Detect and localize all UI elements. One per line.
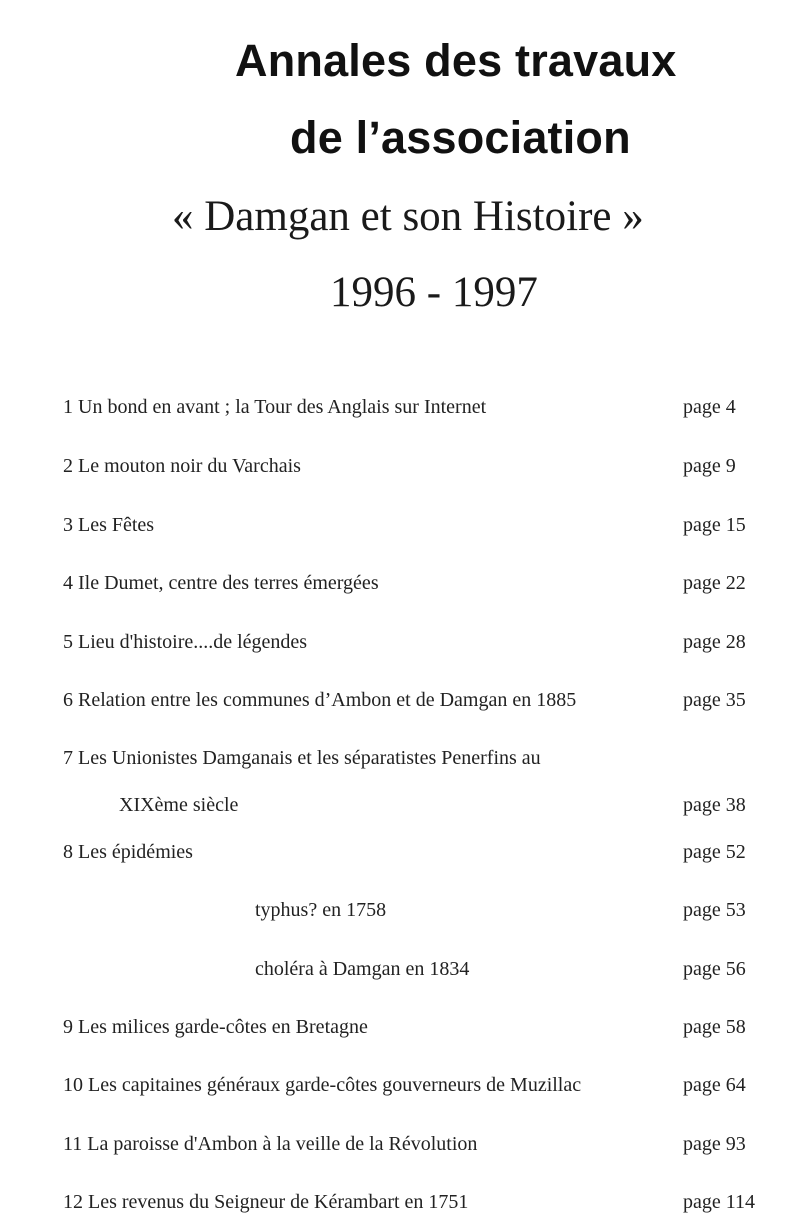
toc-entry-2-title: 2 Le mouton noir du Varchais <box>63 455 301 477</box>
toc-entry-5-title: 5 Lieu d'histoire....de légendes <box>63 631 308 653</box>
subtitle-years: 1996 - 1997 <box>330 269 538 316</box>
subtitle-association-name: « Damgan et son Histoire » <box>172 193 644 240</box>
toc-entry-7-page: page 38 <box>683 794 746 816</box>
toc-entry-12-title: 12 Les revenus du Seigneur de Kérambart en 1751 <box>63 1191 469 1213</box>
toc-entry-7-title: 7 Les Unionistes Damganais et les séparatistes Penerfins au <box>63 747 541 769</box>
toc-entry-5-page: page 28 <box>683 631 746 653</box>
toc-entry-8-page: page 52 <box>683 841 746 863</box>
toc-entry-3-page: page 15 <box>683 514 746 536</box>
toc-subentry-cholera-page: page 56 <box>683 958 746 980</box>
toc-entry-10-title: 10 Les capitaines généraux garde-côtes gouverneurs de Muzillac <box>63 1074 582 1096</box>
toc-entry-11-page: page 93 <box>683 1133 746 1155</box>
toc-entry-1-title: 1 Un bond en avant ; la Tour des Anglais sur Internet <box>63 396 487 418</box>
toc-entry-8-title: 8 Les épidémies <box>63 841 193 863</box>
toc-entry-10-page: page 64 <box>683 1074 746 1096</box>
toc-entry-9-title: 9 Les milices garde-côtes en Bretagne <box>63 1016 368 1038</box>
toc-entry-12-page: page 114 <box>683 1191 756 1213</box>
toc-entry-4-page: page 22 <box>683 572 746 594</box>
title-line-2: de l’association <box>290 112 631 163</box>
toc-entry-9-page: page 58 <box>683 1016 746 1038</box>
toc-entry-6-page: page 35 <box>683 689 746 711</box>
toc-entry-3-title: 3 Les Fêtes <box>63 514 155 536</box>
toc-entry-6-title: 6 Relation entre les communes d’Ambon et de Damgan en 1885 <box>63 689 577 711</box>
title-line-1: Annales des travaux <box>235 35 677 86</box>
toc-subentry-typhus-title: typhus? en 1758 <box>255 899 387 921</box>
toc-subentry-cholera-title: choléra à Damgan en 1834 <box>255 958 470 980</box>
toc-entry-11-title: 11 La paroisse d'Ambon à la veille de la Révolution <box>63 1133 478 1155</box>
toc-entry-4-title: 4 Ile Dumet, centre des terres émergées <box>63 572 379 594</box>
toc-entry-2-page: page 9 <box>683 455 736 477</box>
toc-entry-7-title-continued: XIXème siècle <box>119 794 239 816</box>
toc-entry-1-page: page 4 <box>683 396 736 418</box>
toc-subentry-typhus-page: page 53 <box>683 899 746 921</box>
